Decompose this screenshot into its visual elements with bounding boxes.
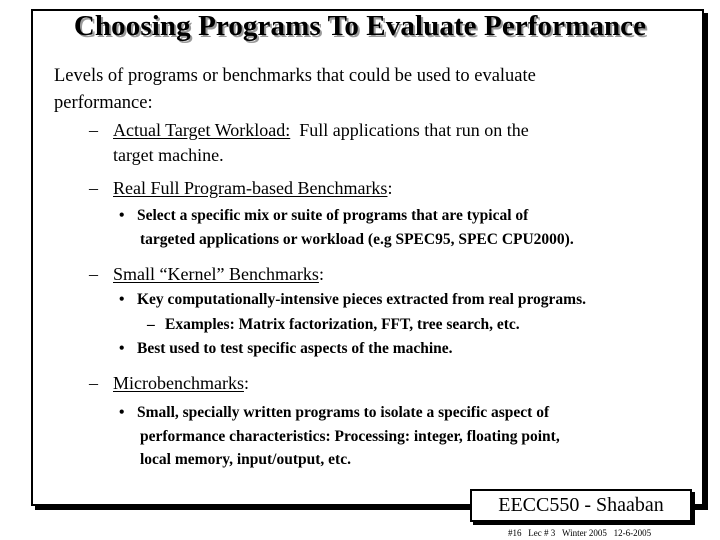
bullet-text: Select a specific mix or suite of programs that are typical of (137, 207, 529, 224)
item-actual-target-workload (89, 120, 529, 141)
dash-marker: – (89, 373, 98, 393)
intro-line-1: Levels of programs or benchmarks that could be used to evaluate (54, 66, 536, 86)
item-label: Actual Target Workload: (113, 120, 291, 140)
lecture-number: Lec # 3 (528, 528, 556, 538)
bullet-text: Best used to test specific aspects of the machine. (137, 340, 453, 357)
course-footer-box: EECC550 - Shaaban (470, 489, 692, 522)
term: Winter 2005 (562, 528, 607, 538)
bullet-continuation: performance characteristics: Processing: integer, floating point, (140, 428, 560, 445)
item-continuation: target machine. (113, 145, 224, 165)
slide-number: #16 (508, 528, 522, 538)
item-small-kernel (89, 264, 324, 285)
sub-bullet-line (147, 316, 520, 334)
item-text: : (243, 373, 249, 393)
bullet-line (119, 404, 549, 422)
item-real-full-program (89, 178, 392, 199)
bullet-line (119, 291, 586, 309)
dash-marker: – (89, 178, 98, 198)
bullet-marker: • (119, 404, 125, 421)
item-label: Real Full Program-based Benchmarks (113, 178, 388, 198)
slide-title: Choosing Programs To Evaluate Performance (73, 10, 647, 42)
bullet-text: Key computationally-intensive pieces extracted from real programs. (137, 291, 586, 308)
dash-marker: – (89, 120, 98, 140)
item-label: Microbenchmarks (113, 373, 244, 393)
item-label: Small “Kernel” Benchmarks (113, 264, 319, 284)
item-microbenchmarks (89, 373, 249, 394)
bullet-continuation: local memory, input/output, etc. (140, 451, 351, 468)
bullet-line (119, 340, 453, 358)
date: 12-6-2005 (613, 528, 652, 538)
dash-marker: – (147, 316, 155, 333)
item-text: : (318, 264, 324, 284)
bullet-continuation: targeted applications or workload (e.g SPEC95, SPEC CPU2000). (140, 231, 574, 248)
item-text: : (387, 178, 393, 198)
bullet-line (119, 207, 528, 225)
dash-marker: – (89, 264, 98, 284)
footer-meta (508, 528, 651, 538)
bullet-text: Small, specially written programs to isolate a specific aspect of (137, 404, 550, 421)
bullet-marker: • (119, 340, 125, 357)
item-text: Full applications that run on the (290, 120, 529, 140)
bullet-marker: • (119, 207, 125, 224)
bullet-marker: • (119, 291, 125, 308)
intro-line-2: performance: (54, 93, 153, 113)
sub-bullet-text: Examples: Matrix factorization, FFT, tree search, etc. (165, 316, 520, 333)
